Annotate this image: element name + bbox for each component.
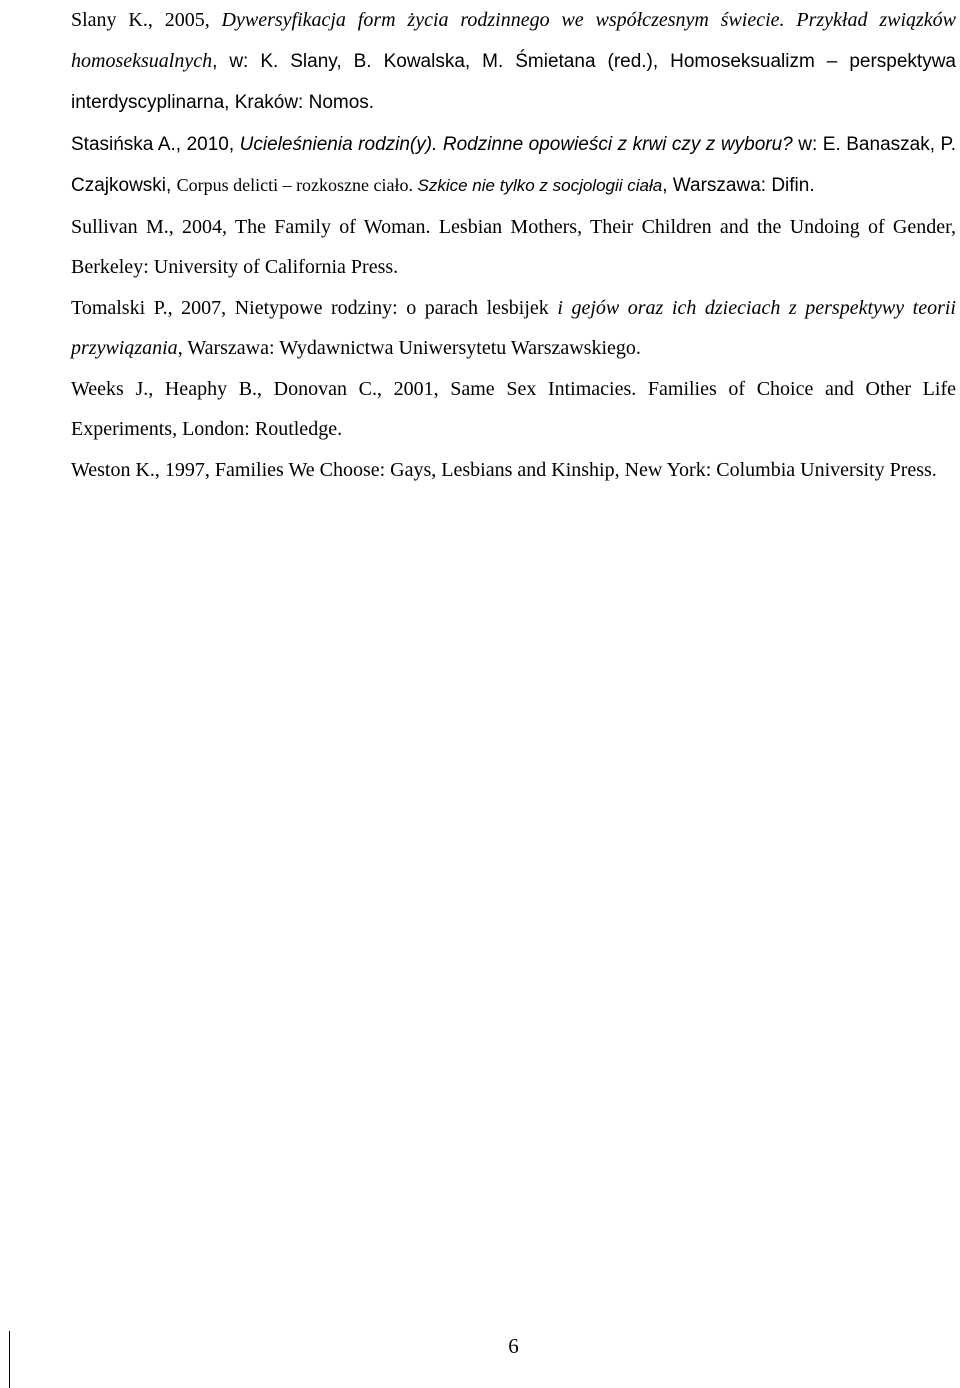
- reference-text: Slany K., 2005,: [71, 9, 222, 31]
- reference-text: , w: K. Slany, B. Kowalska, M. Śmietana (red.), Homoseksualizm – perspektywa interdyscyplinarna, Kraków: Nomos.: [71, 50, 956, 113]
- reference-entry-stasinska: [71, 124, 956, 207]
- reference-entry-weston: [71, 450, 956, 491]
- reference-text: Weston K., 1997, Families We Choose: Gays, Lesbians and Kinship, New York: Columbia University Press.: [71, 458, 937, 481]
- reference-entry-slany: [71, 0, 956, 124]
- page-number: 6: [508, 1334, 519, 1358]
- reference-book-title: Corpus delicti – rozkoszne ciało.: [176, 175, 418, 195]
- reference-text: Stasińska A., 2010,: [71, 133, 240, 155]
- reference-entry-sullivan: [71, 207, 956, 288]
- reference-text: Tomalski P., 2007, Nietypowe rodziny: o parach lesbijek: [71, 296, 558, 319]
- reference-entry-tomalski: [71, 288, 956, 369]
- reference-text: , Warszawa: Wydawnictwa Uniwersytetu Warszawskiego.: [177, 337, 641, 359]
- reference-title: Ucieleśnienia rodzin(y). Rodzinne opowieści z krwi czy z wyboru?: [239, 133, 793, 155]
- reference-subtitle: Szkice nie tylko z socjologii ciała: [417, 176, 663, 195]
- reference-text: , Warszawa: Difin.: [662, 175, 815, 196]
- reference-title: Dywersyfikacja form życia rodzinnego we współczesnym świecie. Przykład związków homoseksualnych: [71, 9, 956, 72]
- reference-text: Weeks J., Heaphy B., Donovan C., 2001, Same Sex Intimacies. Families of Choice and Other Life Experiments, London: Routledge.: [71, 377, 956, 440]
- reference-title: i gejów oraz ich dzieciach z perspektywy teorii przywiązania: [71, 296, 956, 359]
- reference-entry-weeks: [71, 369, 956, 450]
- reference-text: Sullivan M., 2004, The Family of Woman. Lesbian Mothers, Their Children and the Undoing of Gender, Berkeley: University of California Press.: [71, 215, 956, 278]
- bibliography-list: [71, 0, 956, 490]
- reference-text: w: E. Banaszak, P. Czajkowski,: [71, 133, 956, 196]
